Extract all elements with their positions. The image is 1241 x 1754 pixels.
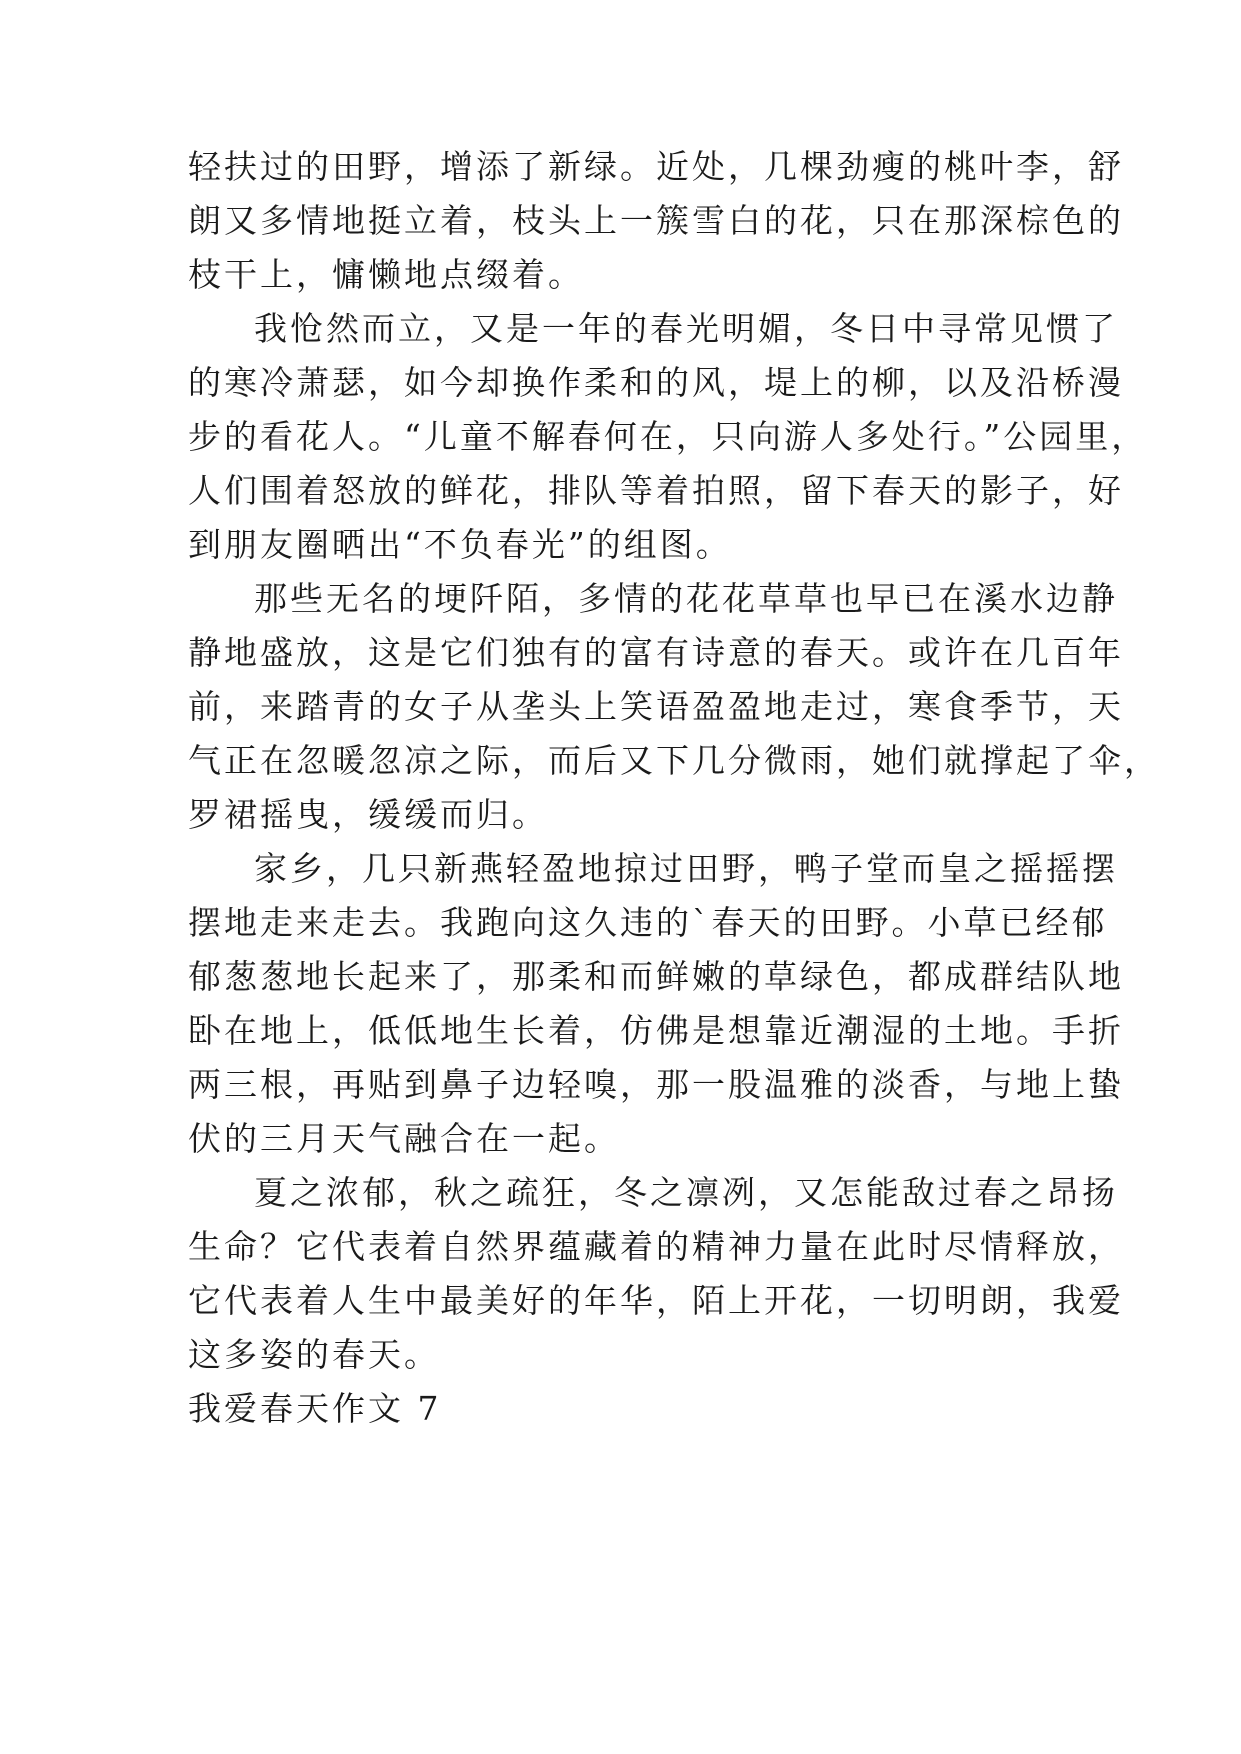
paragraph-line: 生命？它代表着自然界蕴藏着的精神力量在此时尽情释放， [188, 1227, 1124, 1266]
paragraph-line: 枝干上，慵懒地点缀着。 [188, 255, 584, 294]
paragraph-line: 夏之浓郁，秋之疏狂，冬之凛冽，又怎能敌过春之昂扬 [254, 1173, 1118, 1212]
paragraph-line: 人们围着怒放的鲜花，排队等着拍照，留下春天的影子，好 [188, 471, 1124, 510]
paragraph-line: 步的看花人。“儿童不解春何在，只向游人多处行。”公园里， [188, 417, 1148, 456]
section-heading: 我爱春天作文 7 [188, 1389, 442, 1428]
paragraph-line: 伏的三月天气融合在一起。 [188, 1119, 620, 1158]
paragraph-line: 轻扶过的田野，增添了新绿。近处，几棵劲瘦的桃叶李，舒 [188, 147, 1124, 186]
paragraph-line: 罗裙摇曳，缓缓而归。 [188, 795, 548, 834]
paragraph-line: 我怆然而立，又是一年的春光明媚，冬日中寻常见惯了 [254, 309, 1118, 348]
paragraph-line: 朗又多情地挺立着，枝头上一簇雪白的花，只在那深棕色的 [188, 201, 1124, 240]
paragraph-line: 那些无名的埂阡陌，多情的花花草草也早已在溪水边静 [254, 579, 1118, 618]
paragraph-line: 的寒冷萧瑟，如今却换作柔和的风，堤上的柳，以及沿桥漫 [188, 363, 1124, 402]
paragraph-line: 气正在忽暖忽凉之际，而后又下几分微雨，她们就撑起了伞， [188, 741, 1160, 780]
paragraph-line: 家乡，几只新燕轻盈地掠过田野，鸭子堂而皇之摇摇摆 [254, 849, 1118, 888]
paragraph-line: 这多姿的春天。 [188, 1335, 440, 1374]
paragraph-line: 到朋友圈晒出“不负春光”的组图。 [188, 525, 732, 564]
paragraph-line: 两三根，再贴到鼻子边轻嗅，那一股温雅的淡香，与地上蛰 [188, 1065, 1124, 1104]
paragraph-line: 郁葱葱地长起来了，那柔和而鲜嫩的草绿色，都成群结队地 [188, 957, 1124, 996]
paragraph-line: 静地盛放，这是它们独有的富有诗意的春天。或许在几百年 [188, 633, 1124, 672]
paragraph-line: 摆地走来走去。我跑向这久违的`春天的田野。小草已经郁 [188, 903, 1108, 942]
paragraph-line: 卧在地上，低低地生长着，仿佛是想靠近潮湿的土地。手折 [188, 1011, 1124, 1050]
paragraph-line: 前，来踏青的女子从垄头上笑语盈盈地走过，寒食季节，天 [188, 687, 1124, 726]
paragraph-line: 它代表着人生中最美好的年华，陌上开花，一切明朗，我爱 [188, 1281, 1124, 1320]
